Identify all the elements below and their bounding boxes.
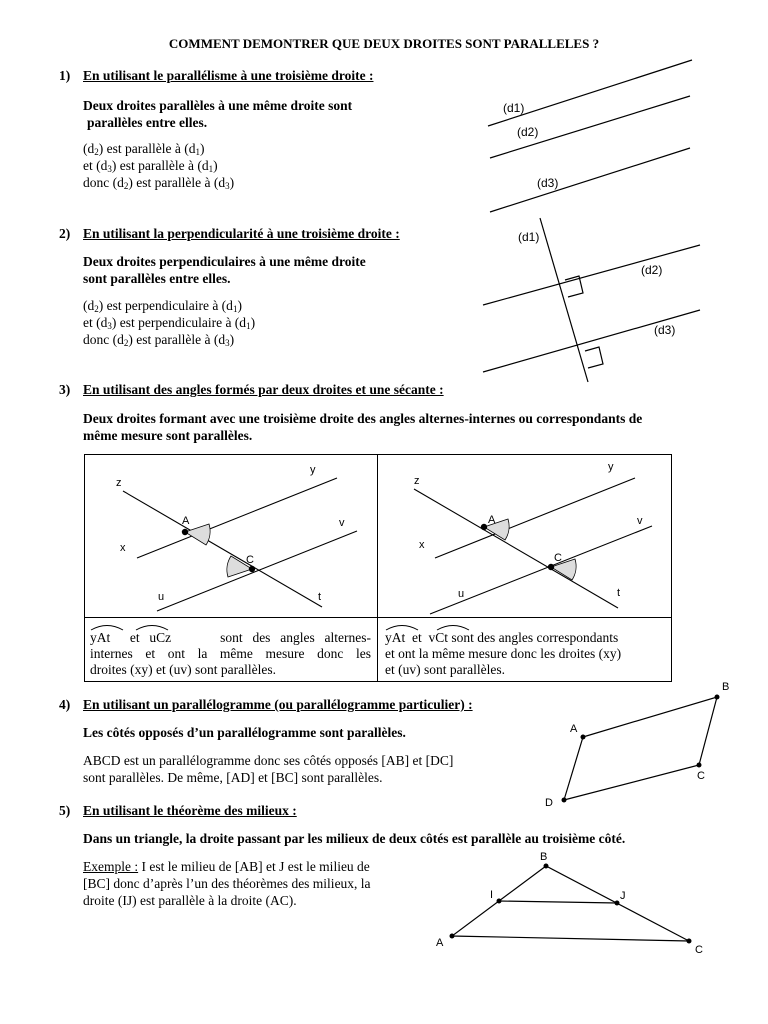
label-i: I bbox=[490, 889, 494, 901]
point-c bbox=[249, 566, 255, 572]
label-d: D bbox=[545, 797, 553, 809]
label-u: u bbox=[458, 588, 465, 600]
line-d1 bbox=[540, 218, 588, 382]
label-a: A bbox=[488, 514, 496, 526]
section-1-rule: Deux droites parallèles à une même droite sont parallèles entre elles. bbox=[83, 98, 353, 130]
label-c: C bbox=[695, 944, 703, 956]
label-a: A bbox=[570, 723, 578, 735]
label-t: t bbox=[617, 587, 621, 599]
point-a bbox=[182, 529, 188, 535]
section-1-heading: 1) En utilisant le parallélisme à une troisième droite : bbox=[59, 68, 374, 83]
section-4-rule: Les côtés opposés d’un parallélogramme sont parallèles. bbox=[83, 725, 406, 740]
section-5-heading: 5) En utilisant le théorème des milieux : bbox=[59, 803, 297, 818]
right-angle-mark-2 bbox=[585, 347, 603, 368]
section-3-heading: 3) En utilisant des angles formés par deux droites et une sécante : bbox=[59, 382, 444, 397]
label-d2: (d2) bbox=[641, 263, 663, 277]
page-title: COMMENT DEMONTRER QUE DEUX DROITES SONT PARALLELES ? bbox=[168, 36, 600, 51]
label-d3: (d3) bbox=[654, 323, 676, 337]
label-j: J bbox=[620, 890, 626, 902]
label-b: B bbox=[540, 851, 548, 863]
section-5-rule: Dans un triangle, la droite passant par les milieux de deux côtés est parallèle au troisième côté. bbox=[83, 831, 626, 846]
label-d3: (d3) bbox=[537, 176, 559, 190]
label-y: y bbox=[310, 464, 316, 476]
label-c: C bbox=[697, 770, 705, 782]
label-x: x bbox=[120, 542, 126, 554]
example-label: Exemple : bbox=[83, 859, 139, 874]
line-d1 bbox=[488, 60, 692, 126]
label-b: B bbox=[722, 681, 730, 693]
section-4-figure bbox=[564, 697, 717, 800]
label-a: A bbox=[436, 937, 444, 949]
line-d3 bbox=[483, 310, 700, 372]
line-d3 bbox=[490, 148, 690, 212]
point-a bbox=[481, 524, 487, 530]
section-3-rule: Deux droites formant avec une troisième droite des angles alternes-internes ou correspondants de même mesure sont parallèles. bbox=[83, 411, 643, 443]
section-3-right-caption: yAt et vCt sont des angles correspondants et ont la même mesure donc les droites (xy) et (uv) sont parallèles. bbox=[385, 630, 622, 677]
section-5-example: Exemple : I est le milieu de [AB] et J est le milieu de [BC] donc d’après l’un des théorèmes des milieux, la droite (IJ) est parallèle à la droite (AC). bbox=[83, 859, 371, 908]
section-4-heading: 4) En utilisant un parallélogramme (ou parallélogramme particulier) : bbox=[59, 697, 473, 712]
section-1-example-line: donc $(d_2)$ est parallèle à $(d_3)$ bbox=[83, 175, 235, 191]
section-2-figure bbox=[483, 218, 700, 382]
label-d1: (d1) bbox=[518, 230, 540, 244]
label-v: v bbox=[637, 515, 643, 527]
section-1-example-line: et $(d_3)$ est parallèle à $(d_1)$ bbox=[83, 158, 218, 174]
section-4-example: ABCD est un parallélogramme donc ses côtés opposés [AB] et [DC] sont parallèles. De même, [AD] et [BC] sont parallèles. bbox=[83, 753, 454, 785]
label-c: C bbox=[554, 552, 562, 564]
section-1-example-line: $(d_2)$ est parallèle à $(d_1)$ bbox=[83, 141, 205, 157]
label-d1: (d1) bbox=[503, 101, 525, 115]
section-2-example bbox=[83, 297, 255, 348]
label-u: u bbox=[158, 591, 165, 603]
label-z: z bbox=[414, 475, 420, 487]
label-c: C bbox=[246, 554, 254, 566]
label-y: y bbox=[608, 461, 614, 473]
section-2-example-line: $(d_2)$ est perpendiculaire à $(d_1)$ bbox=[83, 298, 242, 314]
point-c bbox=[548, 564, 554, 570]
right-angle-mark-1 bbox=[565, 276, 583, 297]
section-2-example-line: donc $(d_2)$ est parallèle à $(d_3)$ bbox=[83, 332, 235, 348]
section-2-rule: Deux droites perpendiculaires à une même droite sont parallèles entre elles. bbox=[83, 254, 366, 286]
label-a: A bbox=[182, 515, 190, 527]
label-z: z bbox=[116, 477, 122, 489]
label-d2: (d2) bbox=[517, 125, 539, 139]
label-x: x bbox=[419, 539, 425, 551]
label-t: t bbox=[318, 591, 322, 603]
label-v: v bbox=[339, 517, 345, 529]
section-2-example-line: et $(d_3)$ est perpendiculaire à $(d_1)$ bbox=[83, 315, 256, 331]
line-d2 bbox=[483, 245, 700, 305]
section-5-figure bbox=[452, 866, 689, 941]
section-3-left-caption: yAt et uCz sont des angles alternes- internes et ont la même mesure donc les droites (xy) et (uv) sont parallèles. bbox=[90, 630, 371, 677]
section-2-heading: 2) En utilisant la perpendicularité à une troisième droite : bbox=[59, 226, 400, 241]
